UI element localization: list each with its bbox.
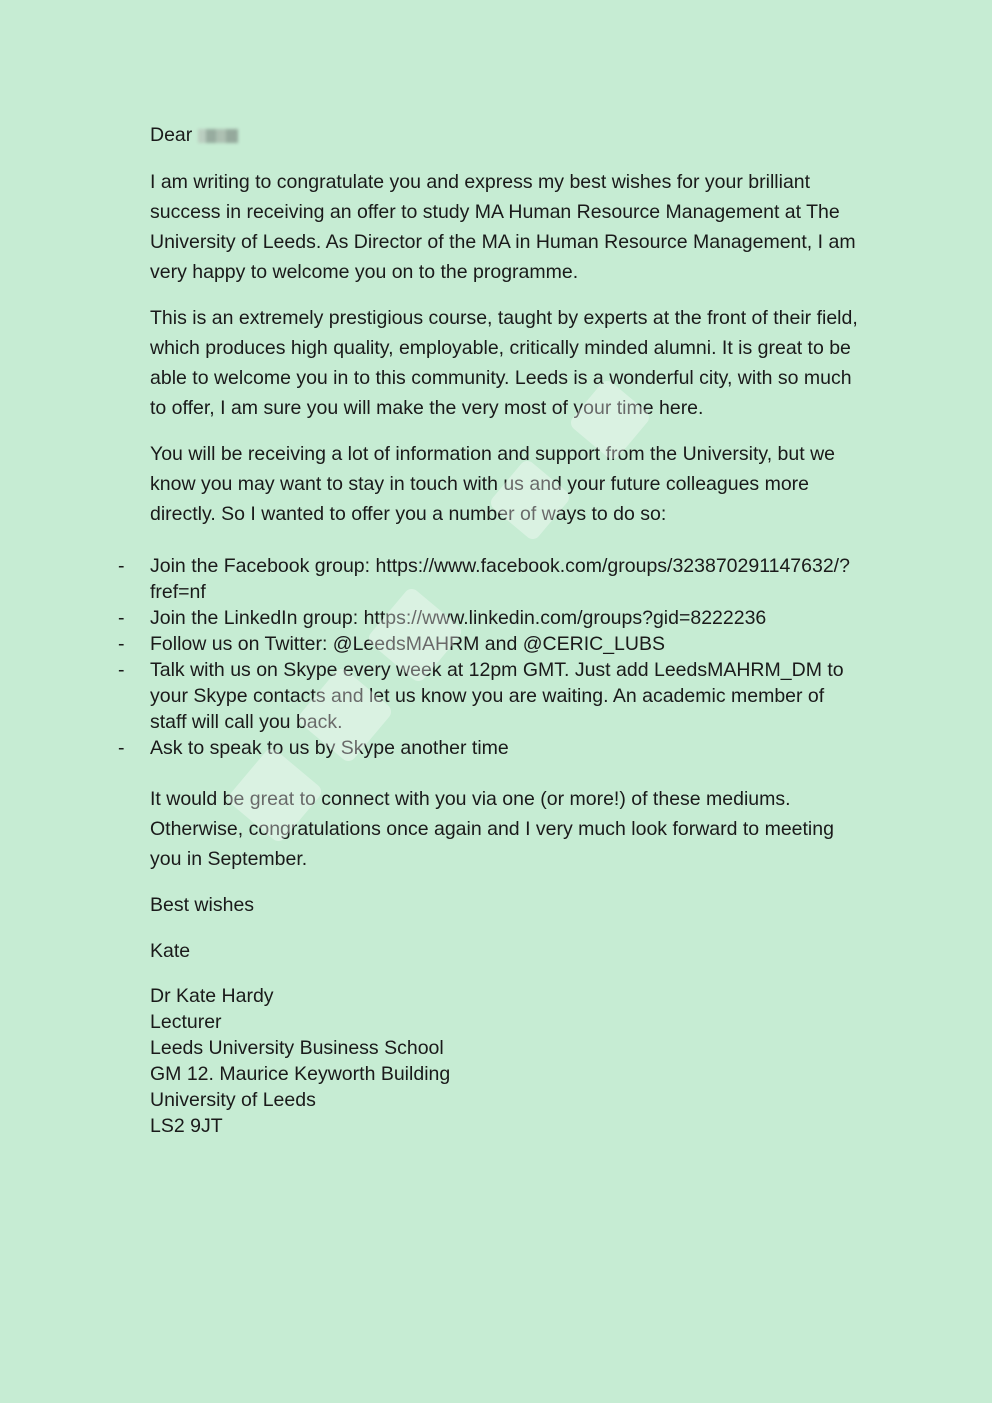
greeting-text: Dear [150, 124, 193, 146]
bullet-skype-other: Ask to speak to us by Skype another time [150, 737, 509, 759]
signature-university: University of Leeds [150, 1089, 316, 1111]
redacted-name [198, 129, 238, 143]
bullet-twitter: Follow us on Twitter: @LeedsMAHRM and @CERIC_LUBS [150, 633, 665, 655]
bullet-facebook-group: Join the Facebook group: https://www.facebook.com/groups/323870291147632/?fref=nf [150, 555, 850, 603]
list-item [0, 657, 850, 735]
signature-block [150, 983, 450, 1139]
bullet-dash: - [118, 607, 125, 629]
signature-building: GM 12. Maurice Keyworth Building [150, 1063, 451, 1085]
list-item [0, 605, 850, 631]
signature-school: Leeds University Business School [150, 1037, 444, 1059]
greeting [150, 120, 870, 150]
paragraph-congratulations: I am writing to congratulate you and express my best wishes for your brilliant success in receiving an offer to study MA Human Resource Management at The University of Leeds. As Director of the MA in Human Resource Management, I am very happy to welcome you on to the programme. [150, 171, 856, 283]
signature-title: Lecturer [150, 1011, 222, 1033]
bullet-skype-weekly: Talk with us on Skype every week at 12pm GMT. Just add LeedsMAHRM_DM to your Skype contacts and let us know you are waiting. An academic member of staff will call you back. [150, 659, 844, 733]
signature-postcode: LS2 9JT [150, 1115, 223, 1137]
sign-off: Best wishes [150, 894, 255, 916]
bullet-dash: - [118, 737, 125, 759]
paragraph-closing: It would be great to connect with you via one (or more!) of these mediums. Otherwise, congratulations once again and I very much look forward to meeting you in September. [150, 788, 834, 870]
list-item [0, 631, 850, 657]
paragraph-stay-in-touch: You will be receiving a lot of information and support from the University, but we know you may want to stay in touch with us and your future colleagues more directly. So I wanted to offer you a number of ways to do so: [150, 443, 836, 525]
signature-name: Dr Kate Hardy [150, 985, 274, 1007]
bullet-dash: - [118, 659, 125, 681]
bullet-linkedin-group: Join the LinkedIn group: https://www.linkedin.com/groups?gid=8222236 [150, 607, 767, 629]
bullet-dash: - [118, 555, 125, 577]
contact-options-list [0, 553, 992, 761]
list-item [0, 553, 850, 605]
list-item [0, 735, 850, 761]
sender-first-name: Kate [150, 940, 191, 962]
bullet-dash: - [118, 633, 125, 655]
paragraph-course: This is an extremely prestigious course, taught by experts at the front of their field, which produces high quality, employable, critically minded alumni. It is great to be able to welcome you in to this community. Leeds is a wonderful city, with so much to offer, I am sure you will make the very most of your time here. [150, 307, 858, 419]
